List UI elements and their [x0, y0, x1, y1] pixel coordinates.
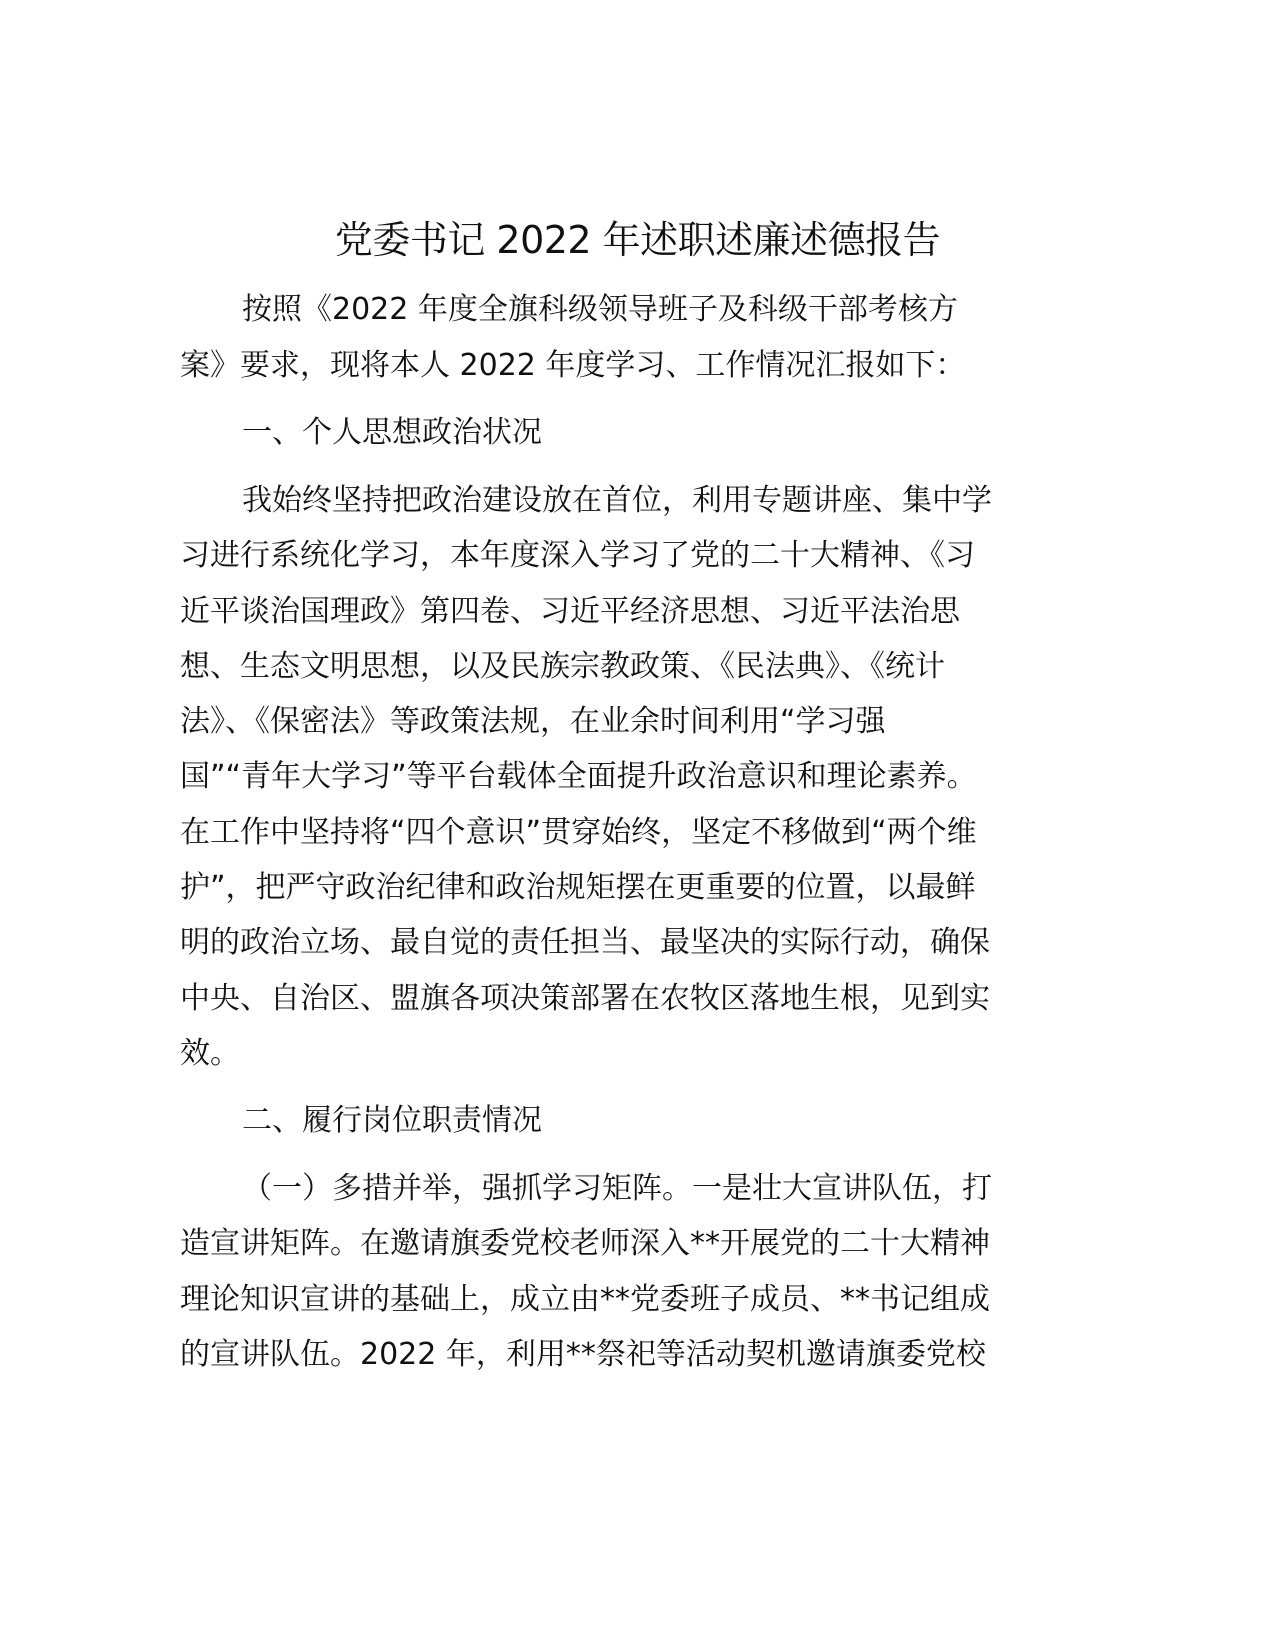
text-line: 案》要求，现将本人 2022 年度学习、工作情况汇报如下： [180, 348, 966, 383]
text-line: 我始终坚持把政治建设放在首位，利用专题讲座、集中学 [242, 483, 992, 518]
text-line: 明的政治立场、最自觉的责任担当、最坚决的实际行动，确保 [180, 925, 990, 960]
text-line: 想、生态文明思想，以及民族宗教政策、《民法典》、《统计 [180, 649, 945, 684]
text-line: 国”“青年大学习”等平台载体全面提升政治意识和理论素养。 [180, 759, 977, 794]
text-line: 的宣讲队伍。2022 年，利用**祭祀等活动契机邀请旗委党校 [180, 1337, 986, 1372]
text-line: 二、履行岗位职责情况 [242, 1103, 542, 1138]
text-line: 在工作中坚持将“四个意识”贯穿始终，坚定不移做到“两个维 [180, 815, 977, 850]
text-line: 近平谈治国理政》第四卷、习近平经济思想、习近平法治思 [180, 594, 960, 629]
text-line: 效。 [180, 1036, 240, 1071]
text-line: （一）多措并举，强抓学习矩阵。一是壮大宣讲队伍，打 [242, 1171, 992, 1206]
text-line: 理论知识宣讲的基础上，成立由**党委班子成员、**书记组成 [180, 1282, 990, 1317]
text-line: 造宣讲矩阵。在邀请旗委党校老师深入**开展党的二十大精神 [180, 1226, 990, 1261]
text-line: 法》、《保密法》等政策法规，在业余时间利用“学习强 [180, 704, 886, 739]
text-line: 中央、自治区、盟旗各项决策部署在农牧区落地生根，见到实 [180, 981, 990, 1016]
text-line: 一、个人思想政治状况 [242, 415, 542, 450]
text-line: 习进行系统化学习，本年度深入学习了党的二十大精神、《习 [180, 538, 975, 573]
text-line: 按照《2022 年度全旗科级领导班子及科级干部考核方 [242, 292, 958, 327]
text-line: 护”，把严守政治纪律和政治规矩摆在更重要的位置，以最鲜 [180, 870, 976, 905]
document-title: 党委书记 2022 年述职述廉述德报告 [334, 218, 941, 262]
